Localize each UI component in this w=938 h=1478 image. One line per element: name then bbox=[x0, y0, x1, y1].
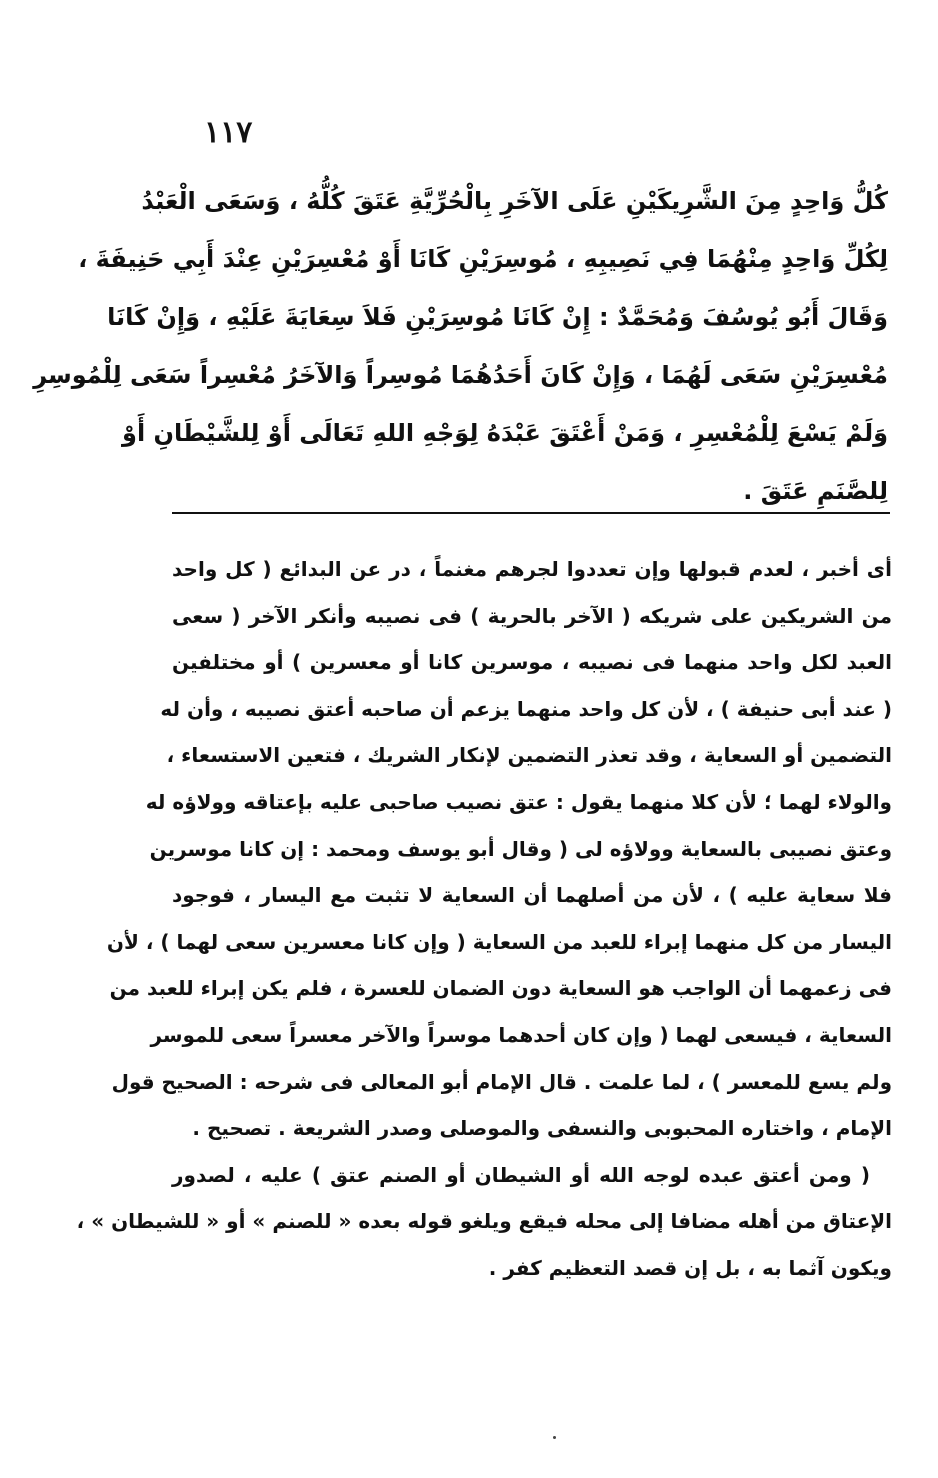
main-text-line: وَقَالَ أَبُو يُوسُفَ وَمُحَمَّدٌ : إِنْ كَانَا مُوسِرَيْنِ فَلاَ سِعَايَةَ عَلَيْهِ ، وَإِنْ كَانَا bbox=[107, 303, 888, 331]
commentary-line: السعاية ، فيسعى لهما ( وإن كان أحدهما موسراً والآخر معسراً سعى للموسر bbox=[150, 1022, 892, 1047]
commentary-line: من الشريكين على شريكه ( الآخر بالحرية ) فى نصيبه وأنكر الآخر ( سعى bbox=[172, 603, 892, 628]
commentary-line: ولم يسع للمعسر ) ، لما علمت . قال الإمام أبو المعالى فى شرحه : الصحيح قول bbox=[111, 1069, 892, 1094]
main-text-line: لِكُلِّ وَاحِدٍ مِنْهُمَا فِي نَصِيبِهِ ، مُوسِرَيْنِ كَانَا أَوْ مُعْسِرَيْنِ عِنْدَ أَبِي حَنِيفَةَ ، bbox=[78, 245, 888, 273]
main-text-block bbox=[33, 172, 888, 520]
main-text-line: لِلصَّنَمِ عَتَقَ . bbox=[743, 477, 888, 505]
commentary-line: فلا سعاية عليه ) ، لأن من أصلهما أن السعاية لا تثبت مع اليسار ، فوجود bbox=[172, 883, 892, 908]
commentary-line: اليسار من كل منهما إبراء للعبد من السعاية ( وإن كانا معسرين سعى لهما ) ، لأن bbox=[106, 929, 892, 954]
commentary-line: الإمام ، واختاره المحبوبى والنسفى والموصلى وصدر الشريعة . تصحيح . bbox=[192, 1116, 892, 1141]
commentary-line: التضمين أو السعاية ، وقد تعذر التضمين لإنكار الشريك ، فتعين الاستسعاء ، bbox=[166, 743, 892, 768]
section-divider bbox=[172, 512, 890, 514]
commentary-line: أى أخبر ، لعدم قبولها وإن تعددوا لجرهم مغنماً ، در عن البدائع ( كل واحد bbox=[172, 557, 892, 581]
commentary-line: ( ومن أعتق عبده لوجه الله أو الشيطان أو الصنم عتق ) عليه ، لصدور bbox=[172, 1162, 870, 1187]
main-text-line: وَلَمْ يَسْعَ لِلْمُعْسِرِ ، وَمَنْ أَعْتَقَ عَبْدَهُ لِوَجْهِ اللهِ تَعَالَى أَوْ لِلشَّيْطَانِ أَوْ bbox=[122, 419, 888, 447]
commentary-line: ويكون آثما به ، بل إن قصد التعظيم كفر . bbox=[488, 1255, 892, 1280]
commentary-line: فى زعمهما أن الواجب هو السعاية دون الضمان للعسرة ، فلم يكن إبراء للعبد من bbox=[109, 976, 892, 1001]
main-text-line: كُلُّ وَاحِدٍ مِنَ الشَّرِيكَيْنِ عَلَى الآخَرِ بِالْحُرِّيَّةِ عَتَقَ كُلُّهُ ، وَسَعَى الْعَبْدُ bbox=[141, 187, 888, 215]
page-number: ١١٧ bbox=[204, 115, 253, 150]
print-speck bbox=[553, 1436, 556, 1439]
commentary-line: ( عند أبى حنيفة ) ، لأن كل واحد منهما يزعم أن صاحبه أعتق نصيبه ، وأن له bbox=[160, 696, 892, 721]
commentary-line: وعتق نصيبى بالسعاية وولاؤه لى ( وقال أبو يوسف ومحمد : إن كانا موسرين bbox=[149, 836, 892, 861]
commentary-line: والولاء لهما ؛ لأن كلا منهما يقول : عتق نصيب صاحبى عليه بإعتاقه وولاؤه له bbox=[145, 789, 892, 814]
main-text-line: مُعْسِرَيْنِ سَعَى لَهُمَا ، وَإِنْ كَانَ أَحَدُهُمَا مُوسِراً وَالآخَرُ مُعْسِراً سَعَى لِلْمُوسِرِ bbox=[33, 361, 888, 389]
commentary-line: الإعتاق من أهله مضافا إلى محله فيقع ويلغو قوله بعده « للصنم » أو « للشيطان » ، bbox=[76, 1209, 892, 1234]
commentary-block bbox=[76, 546, 892, 1292]
commentary-line: العبد لكل واحد منهما فى نصيبه ، موسرين كانا أو معسرين ) أو مختلفين bbox=[172, 650, 892, 675]
